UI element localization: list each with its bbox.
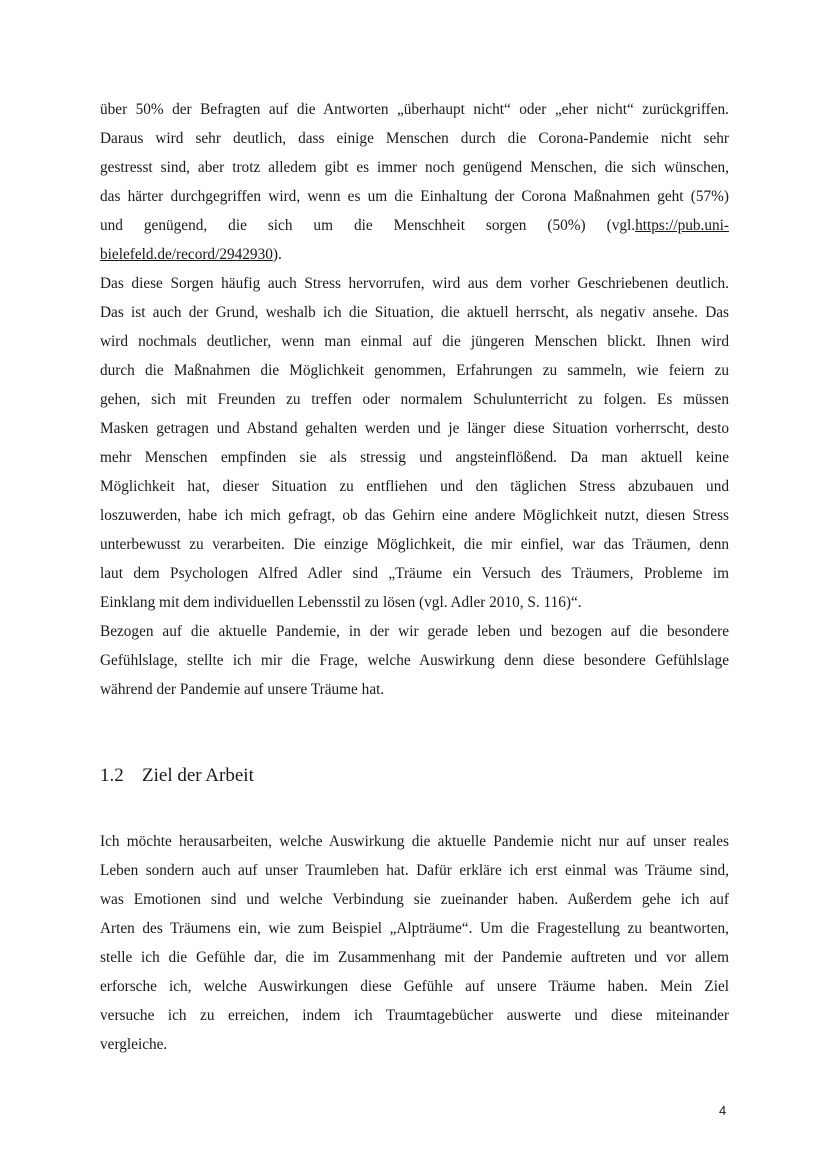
text-fragment: und genügend, die sich um die Menschheit sorgen (50%) (vgl. bbox=[100, 217, 636, 234]
text-line: stelle ich die Gefühle dar, die im Zusammenhang mit der Pandemie auftreten und vor allem bbox=[100, 949, 729, 966]
text-line: laut dem Psychologen Alfred Adler sind „Träume ein Versuch des Träumers, Probleme im bbox=[100, 565, 729, 582]
text-line: loszuwerden, habe ich mich gefragt, ob das Gehirn eine andere Möglichkeit nutzt, diesen Stress bbox=[100, 507, 729, 524]
paragraph-survey-results bbox=[100, 95, 729, 269]
text-line bbox=[100, 240, 729, 269]
source-link-continued[interactable]: bielefeld.de/record/2942930 bbox=[100, 246, 273, 263]
text-line: während der Pandemie auf unsere Träume hat. bbox=[100, 681, 385, 698]
text-line: erforsche ich, welche Auswirkungen diese Gefühle auf unsere Träume haben. Mein Ziel bbox=[100, 978, 729, 995]
text-line: mehr Menschen empfinden sie als stressig und angsteinflößend. Da man aktuell keine bbox=[100, 449, 729, 466]
text-line: Leben sondern auch auf unser Traumleben hat. Dafür erkläre ich erst einmal was Träume sind, bbox=[100, 862, 729, 879]
section-title: Ziel der Arbeit bbox=[142, 765, 254, 786]
text-line: gehen, sich mit Freunden zu treffen oder normalem Schulunterricht zu folgen. Es müssen bbox=[100, 391, 729, 408]
text-line: Ich möchte herausarbeiten, welche Auswirkung die aktuelle Pandemie nicht nur auf unser reales bbox=[100, 833, 729, 850]
source-link[interactable]: https://pub.uni- bbox=[635, 217, 729, 234]
text-line: das härter durchgegriffen wird, wenn es um die Einhaltung der Corona Maßnahmen geht (57%) bbox=[100, 188, 729, 205]
text-line: Einklang mit dem individuellen Lebensstil zu lösen (vgl. Adler 2010, S. 116)“. bbox=[100, 594, 582, 611]
text-line: Gefühlslage, stellte ich mir die Frage, welche Auswirkung denn diese besondere Gefühlslage bbox=[100, 652, 729, 669]
text-line: vergleiche. bbox=[100, 1036, 168, 1053]
paragraph-stress-and-dreams bbox=[100, 269, 729, 617]
text-line: was Emotionen sind und welche Verbindung sie zueinander haben. Außerdem gehe ich auf bbox=[100, 891, 729, 908]
text-line: Arten des Träumens ein, wie zum Beispiel „Alpträume“. Um die Fragestellung zu beantworten, bbox=[100, 920, 729, 937]
section-heading bbox=[100, 762, 254, 790]
text-line: durch die Maßnahmen die Möglichkeit genommen, Erfahrungen zu sammeln, wie feiern zu bbox=[100, 362, 729, 379]
paragraph-objective bbox=[100, 827, 729, 1059]
text-line: versuche ich zu erreichen, indem ich Traumtagebücher auswerte und diese miteinander bbox=[100, 1007, 729, 1024]
text-line: Möglichkeit hat, dieser Situation zu entfliehen und den täglichen Stress abzubauen und bbox=[100, 478, 729, 495]
text-line: unterbewusst zu verarbeiten. Die einzige Möglichkeit, die mir einfiel, war das Träumen, denn bbox=[100, 536, 729, 553]
text-fragment: ). bbox=[272, 246, 282, 263]
page-number: 4 bbox=[719, 1103, 727, 1118]
text-line: Bezogen auf die aktuelle Pandemie, in der wir gerade leben und bezogen auf die besondere bbox=[100, 623, 729, 640]
text-line: wird nochmals deutlicher, wenn man einmal auf die jüngeren Menschen blickt. Ihnen wird bbox=[100, 333, 729, 350]
text-line: gestresst sind, aber trotz alledem gibt es immer noch genügend Menschen, die sich wünschen, bbox=[100, 159, 729, 176]
text-line: Daraus wird sehr deutlich, dass einige Menschen durch die Corona-Pandemie nicht sehr bbox=[100, 130, 729, 147]
text-line: Das diese Sorgen häufig auch Stress hervorrufen, wird aus dem vorher Geschriebenen deutlich. bbox=[100, 275, 729, 292]
paragraph-research-question bbox=[100, 617, 729, 704]
text-line: Das ist auch der Grund, weshalb ich die Situation, die aktuell herrscht, als negativ ansehe. Das bbox=[100, 304, 729, 321]
text-line: Masken getragen und Abstand gehalten werden und je länger diese Situation vorherrscht, desto bbox=[100, 420, 729, 437]
text-line: über 50% der Befragten auf die Antworten „überhaupt nicht“ oder „eher nicht“ zurückgriffen. bbox=[100, 101, 729, 118]
section-number: 1.2 bbox=[100, 765, 124, 786]
text-line bbox=[100, 211, 729, 240]
